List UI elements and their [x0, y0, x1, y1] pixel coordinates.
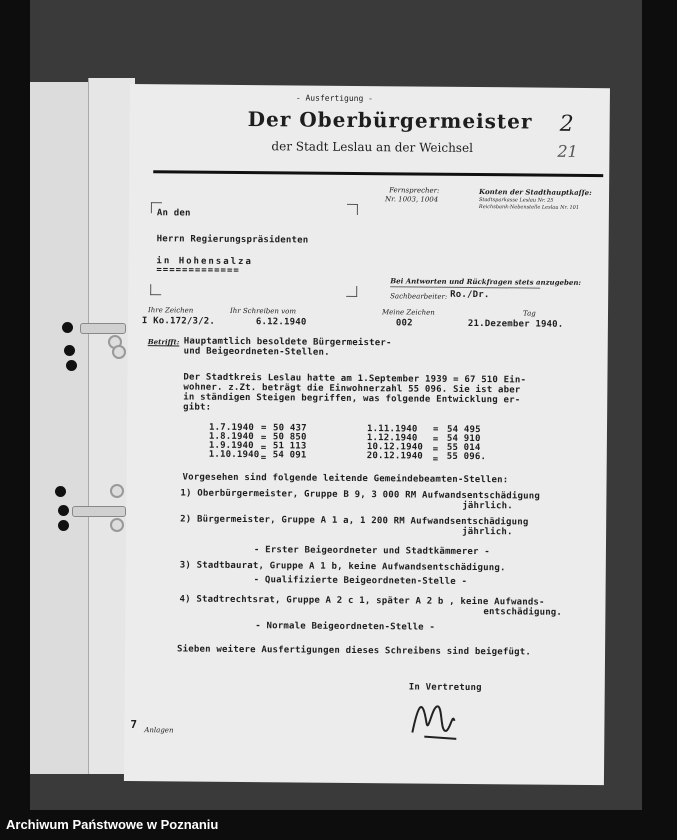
- meine-zeichen-label: Meine Zeichen: [381, 308, 435, 317]
- stat-value: 51 113: [272, 441, 307, 452]
- stat-date: 1.7.1940: [208, 422, 254, 434]
- reply-note: Bei Antworten und Rückfragen stets anzugeben:: [390, 276, 582, 287]
- closing-sentence: Sieben weitere Ausfertigungen dieses Schreibens sind beigefügt.: [177, 644, 532, 658]
- stat-equals: = = = =: [260, 423, 267, 464]
- binding-hole: [58, 505, 69, 516]
- paragraph-line: in ständigen Steigen begriffen, was folgende Entwicklung er-: [183, 392, 521, 406]
- archive-folder-cover: [30, 82, 88, 774]
- header-rule: [153, 170, 603, 177]
- position-item-3: 3) Stadtbaurat, Gruppe A 1 b, keine Aufwandsentschädigung.: [179, 560, 506, 574]
- fernsprecher-value: Nr. 1003, 1004: [384, 195, 439, 204]
- archive-footer: [0, 810, 677, 840]
- betrifft-label: Betrifft:: [147, 337, 180, 347]
- fernsprecher-label: Fernsprecher:: [389, 186, 440, 195]
- stat-value: 55 096.: [446, 451, 487, 463]
- position-note-1: - Erster Beigeordneter und Stadtkämmerer -: [253, 545, 490, 558]
- stat-value: 54 910: [446, 433, 481, 445]
- window-corner: [150, 284, 161, 295]
- binder-ring: [112, 345, 126, 359]
- window-corner: [347, 204, 358, 215]
- position-item-4-cont: entschädigung.: [483, 607, 563, 618]
- stat-value: 55 014: [446, 442, 481, 454]
- letterhead-subtitle: der Stadt Leslau an der Weichsel: [271, 139, 474, 155]
- konten-line2: Reichsbank-Nebenstelle Leslau Nr. 101: [478, 204, 580, 211]
- stat-date: 1.9.1940: [208, 440, 254, 452]
- stat-date: 1.10.1940: [208, 449, 260, 461]
- stat-value: 54 091: [272, 450, 307, 461]
- position-item-4: 4) Stadtrechtsrat, Gruppe A 2 c 1, später A 2 b , keine Aufwands-: [179, 594, 545, 608]
- paragraph-line: Der Stadtkreis Leslau hatte am 1.September 1939 = 67 510 Ein-: [183, 372, 527, 386]
- ihr-schreiben-label: Ihr Schreiben vom: [229, 306, 297, 316]
- position-item-1: 1) Oberbürgermeister, Gruppe B 9, 3 000 RM Aufwandsentschädigung: [180, 488, 541, 502]
- binding-hole: [66, 360, 77, 371]
- stat-date: 10.12.1940: [366, 442, 424, 453]
- stat-value: 50 437: [272, 423, 307, 434]
- stat-date: 1.12.1940: [366, 433, 418, 444]
- handwritten-signature: [404, 692, 464, 743]
- address-underline: =============: [156, 265, 240, 276]
- tag-value: 21.Dezember 1940.: [467, 318, 564, 330]
- ihr-schreiben-value: 6.12.1940: [255, 317, 307, 328]
- binder-clip: [72, 506, 126, 517]
- stat-date: 1.8.1940: [208, 431, 254, 443]
- binding-hole: [58, 520, 69, 531]
- letter-page: [124, 84, 610, 785]
- sachbearbeiter-label: Sachbearbeiter:: [390, 292, 448, 301]
- tag-label: Tag: [522, 309, 536, 318]
- binder-ring: [110, 484, 124, 498]
- binding-hole: [64, 345, 75, 356]
- position-item-2-cont: jährlich.: [462, 526, 513, 538]
- konten-line1: Stadtsparkasse Leslau Nr. 25: [478, 197, 554, 204]
- position-note-3: - Normale Beigeordneten-Stelle -: [255, 621, 436, 633]
- position-note-2: - Qualifizierte Beigeordneten-Stelle -: [253, 575, 468, 587]
- ihre-zeichen-value: I Ko.172/3/2.: [141, 316, 216, 327]
- window-corner: [346, 286, 357, 297]
- stat-date: 20.12.1940: [366, 451, 423, 462]
- stat-date: 1.11.1940: [366, 424, 418, 435]
- meine-zeichen-value: 002: [395, 318, 413, 329]
- position-item-1-cont: jährlich.: [462, 500, 513, 512]
- stat-value: 54 495: [446, 424, 481, 436]
- stat-value: 50 850: [272, 432, 307, 443]
- binding-hole: [55, 486, 66, 497]
- ihre-zeichen-label: Ihre Zeichen: [147, 306, 194, 315]
- address-line-1: An den: [156, 208, 191, 219]
- stat-equals: = = = =: [432, 424, 439, 465]
- betrifft-line2: und Beigeordneten-Stellen.: [183, 346, 330, 358]
- ausfertigung-label: - Ausfertigung -: [295, 93, 373, 104]
- paragraph-line: wohner. z.Zt. beträgt die Einwohnerzahl 55 096. Sie ist aber: [183, 382, 521, 396]
- address-line-3: in Hohensalza: [156, 256, 253, 268]
- address-line-2: Herrn Regierungspräsidenten: [156, 234, 309, 246]
- paragraph-line: gibt:: [183, 402, 212, 413]
- anlagen-label: Anlagen: [144, 726, 174, 735]
- sachbearbeiter-value: Ro./Dr.: [450, 289, 490, 301]
- letterhead-title: Der Oberbürgermeister: [247, 107, 533, 134]
- signature-vertretung: In Vertretung: [408, 682, 482, 694]
- positions-intro: Vorgesehen sind folgende leitende Gemeindebeamten-Stellen:: [182, 472, 509, 486]
- betrifft-line1: Hauptamtlich besoldete Bürgermeister-: [183, 336, 392, 349]
- handwritten-number: 2: [559, 111, 574, 137]
- binder-ring: [110, 518, 124, 532]
- archive-name: Archiwum Państwowe w Poznaniu: [6, 817, 219, 832]
- konten-label: Konten der Stadthauptkaſſe:: [479, 187, 592, 198]
- handwritten-number-second: 21: [557, 141, 578, 161]
- reply-rule: [390, 286, 540, 288]
- binding-hole: [62, 322, 73, 333]
- position-item-2: 2) Bürgermeister, Gruppe A 1 a, 1 200 RM Aufwandsentschädigung: [180, 514, 529, 528]
- anlagen-count: 7: [130, 718, 138, 732]
- binder-clip: [80, 323, 126, 334]
